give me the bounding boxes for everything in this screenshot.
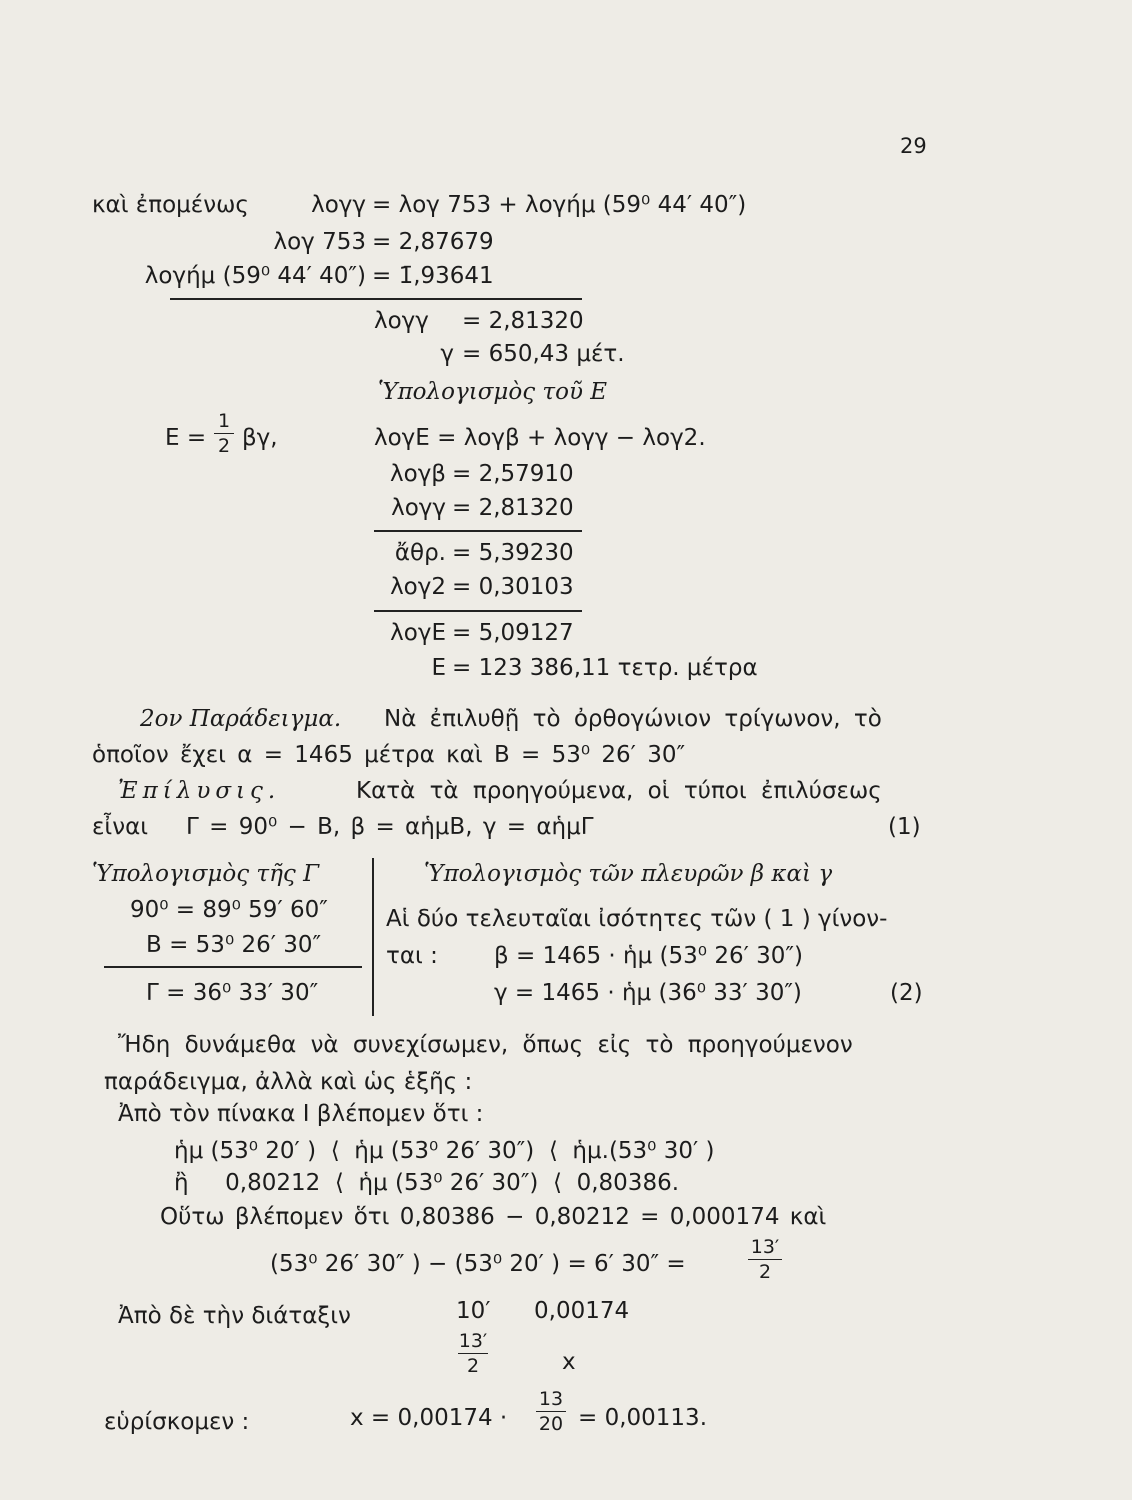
area-formula-fraction	[214, 410, 234, 457]
formulas-1: Γ = 90⁰ − Β, β = αἡμΒ, γ = αἡμΓ	[186, 814, 594, 840]
eq5-rhs: = 650,43 μέτ.	[462, 341, 625, 367]
fraction-bar	[458, 1353, 488, 1354]
gamma-divider	[104, 966, 362, 968]
r2-rhs: = 2,81320	[452, 495, 574, 521]
fraction-numerator: 1	[217, 410, 231, 432]
sides-text1: Αἱ δύο τελευταῖαι ἰσότητες τῶν ( 1 ) γίνον-	[386, 906, 888, 932]
gamma-result: Γ = 36⁰ 33′ 30″	[146, 980, 319, 1006]
cont-line3: Ἀπὸ τὸν πίνακα Ι βλέπομεν ὅτι :	[118, 1101, 484, 1127]
fraction-numerator: 13′	[458, 1330, 488, 1352]
intro-text: καὶ ἐπομένως	[92, 192, 249, 218]
proportion-r1-right: 0,00174	[534, 1298, 630, 1324]
eq3-rhs: = 1̄,93641	[372, 263, 494, 289]
result-label: εὑρίσκομεν :	[104, 1409, 250, 1435]
column-divider	[372, 858, 374, 1016]
example-line1: Νὰ ἐπιλυθῇ τὸ ὀρθογώνιον τρίγωνον, τὸ	[384, 706, 882, 732]
eq5-lhs: γ	[440, 341, 454, 367]
r4-lhs: λογ2	[390, 574, 446, 600]
proportion-label: Ἀπὸ δὲ τὴν διάταξιν	[118, 1303, 351, 1329]
fraction-denominator: 2	[758, 1261, 772, 1284]
sides-heading: Ὑπολογισμὸς τῶν πλευρῶν β καὶ γ	[424, 861, 833, 887]
result-fraction	[536, 1388, 566, 1435]
fraction-bar	[536, 1411, 566, 1412]
eq2-rhs: = 2,87679	[372, 229, 494, 255]
fraction-denominator: 20	[538, 1413, 564, 1436]
r5-lhs: λογΕ	[390, 620, 446, 646]
fraction-numerator: 13	[538, 1388, 564, 1410]
solution-line: Κατὰ τὰ προηγούμενα, οἱ τύποι ἐπιλύσεως	[356, 778, 882, 804]
r3-rhs: = 5,39230	[452, 540, 574, 566]
fraction-denominator: 2	[217, 435, 231, 458]
example-label: 2ον Παράδειγμα.	[140, 706, 342, 732]
result-eq-end: = 0,00113.	[578, 1405, 708, 1431]
sum-divider	[170, 298, 582, 300]
sides-text2-start: ται :	[386, 943, 438, 969]
gamma-row1: 90⁰ = 89⁰ 59′ 60″	[130, 897, 328, 923]
proportion-fraction	[458, 1330, 488, 1377]
proportion-r1-left: 10′	[456, 1298, 491, 1324]
difference-divider	[374, 610, 582, 612]
cont-line7: (53⁰ 26′ 30″ ) − (53⁰ 20′ ) = 6′ 30″ =	[270, 1251, 686, 1277]
eq3-lhs: λογήμ (59⁰ 44′ 40″)	[144, 263, 366, 289]
gamma-row2: Β = 53⁰ 26′ 30″	[146, 932, 322, 958]
r3-lhs: ἄθρ.	[394, 540, 446, 566]
sum-divider-2	[374, 530, 582, 532]
r1-rhs: = 2,57910	[452, 461, 574, 487]
r6-lhs: Ε	[431, 655, 446, 681]
cont-fraction	[748, 1236, 782, 1283]
r4-rhs: = 0,30103	[452, 574, 574, 600]
log-formula: λογΕ = λογβ + λογγ − λογ2.	[374, 425, 706, 451]
eq4-rhs: = 2,81320	[462, 308, 584, 334]
cont-line6: Οὕτω βλέπομεν ὅτι 0,80386 − 0,80212 = 0,000174 καὶ	[160, 1204, 827, 1230]
cont-line2: παράδειγμα, ἀλλὰ καὶ ὡς ἑξῆς :	[104, 1069, 473, 1095]
r1-lhs: λογβ	[390, 461, 446, 487]
fraction-bar	[214, 433, 234, 434]
solution-label: Ἐπίλυσις.	[118, 778, 281, 804]
r5-rhs: = 5,09127	[452, 620, 574, 646]
area-formula-lhs: Ε =	[165, 425, 207, 451]
eq4-lhs: λογγ	[374, 308, 429, 334]
proportion-r2-right: x	[562, 1349, 576, 1375]
eq2-lhs: λογ 753	[273, 229, 366, 255]
area-heading: Ὑπολογισμὸς τοῦ Ε	[378, 379, 608, 405]
formula-ref-1: (1)	[888, 814, 921, 840]
einai-word: εἶναι	[92, 814, 149, 840]
r6-rhs: = 123 386,11 τετρ. μέτρα	[452, 655, 758, 681]
cont-line4: ἡμ (53⁰ 20′ ) ⟨ ἡμ (53⁰ 26′ 30″) ⟨ ἡμ.(53⁰ 30′ )	[174, 1138, 715, 1164]
r2-lhs: λογγ	[391, 495, 446, 521]
page-number: 29	[900, 134, 927, 158]
eq1-lhs: λογγ	[311, 192, 366, 218]
beta-equation: β = 1465 · ἡμ (53⁰ 26′ 30″)	[494, 943, 803, 969]
result-eq-start: x = 0,00174 ·	[350, 1405, 508, 1431]
gamma-heading: Ὑπολογισμὸς τῆς Γ	[92, 861, 320, 887]
gamma-equation: γ = 1465 · ἡμ (36⁰ 33′ 30″)	[494, 980, 802, 1006]
fraction-denominator: 2	[466, 1355, 480, 1378]
formula-ref-2: (2)	[890, 980, 923, 1006]
eq1-rhs: = λογ 753 + λογήμ (59⁰ 44′ 40″)	[372, 192, 747, 218]
cont-line5: ἢ 0,80212 ⟨ ἡμ (53⁰ 26′ 30″) ⟨ 0,80386.	[174, 1170, 680, 1196]
fraction-bar	[748, 1259, 782, 1260]
area-formula-tail: βγ,	[242, 425, 278, 451]
fraction-numerator: 13′	[750, 1236, 780, 1258]
cont-line1: Ἤδη δυνάμεθα νὰ συνεχίσωμεν, ὅπως εἰς τὸ προηγούμενον	[118, 1032, 853, 1058]
example-line2: ὁποῖον ἔχει α = 1465 μέτρα καὶ Β = 53⁰ 26′ 30″	[92, 742, 686, 768]
